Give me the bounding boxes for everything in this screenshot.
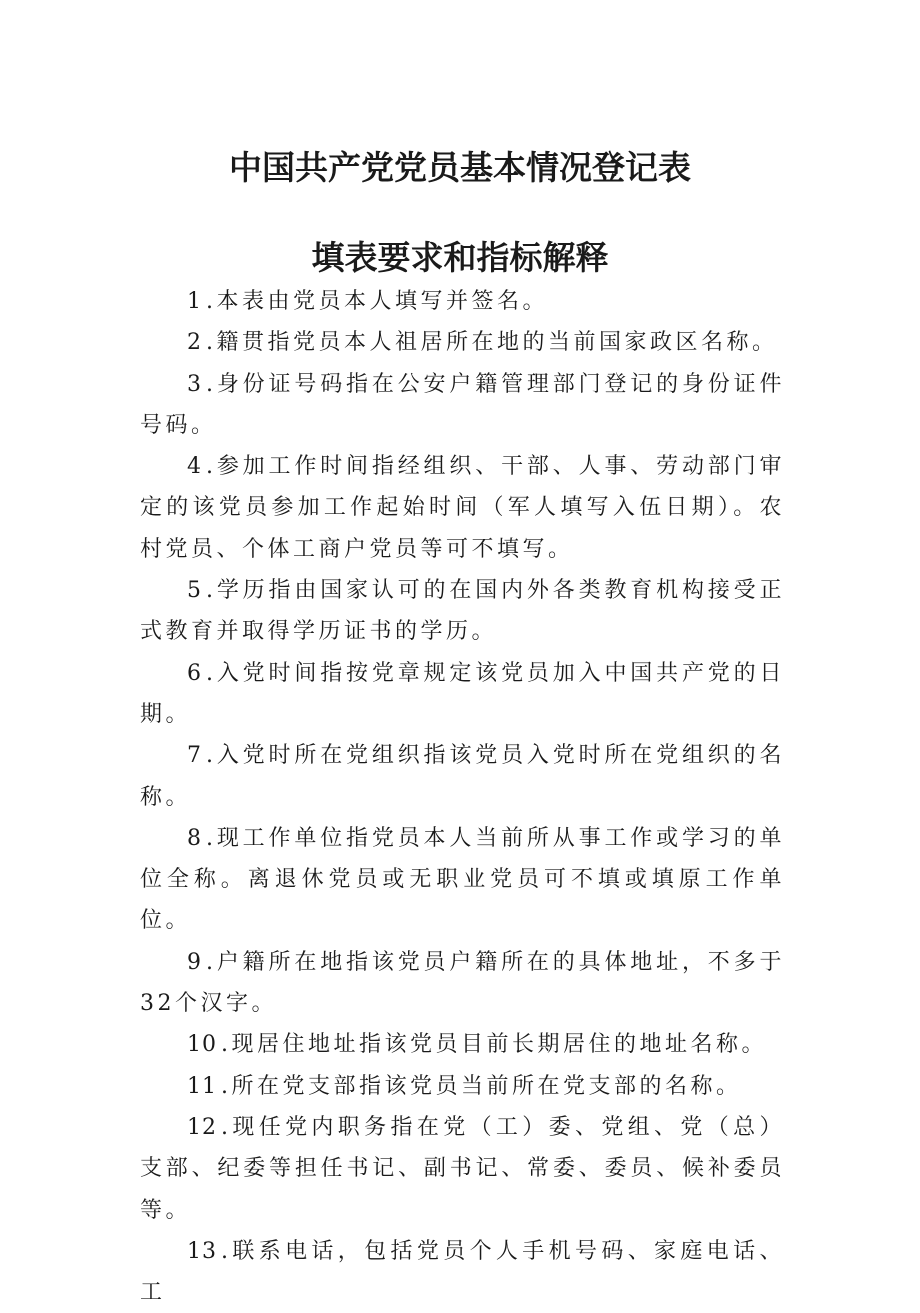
instructions-list [140, 281, 785, 1313]
item-separator: . [221, 1238, 232, 1264]
item-separator: . [206, 825, 217, 851]
item-text: 现居住地址指该党员目前长期居住的地址名称。 [231, 1032, 768, 1058]
list-item [140, 570, 785, 653]
item-number: 9 [187, 949, 202, 975]
item-number: 8 [187, 825, 202, 851]
item-number: 7 [187, 743, 202, 769]
item-text: 联系电话，包括党员个人手机号码、家庭电话、工 [140, 1238, 785, 1306]
document-title: 中国共产党党员基本情况登记表 [229, 148, 691, 187]
list-item [140, 818, 785, 942]
item-separator: . [221, 1114, 232, 1140]
item-separator: . [221, 1073, 232, 1099]
item-text: 现任党内职务指在党（工）委、党组、党（总）支部、纪委等担任书记、副书记、常委、委员、候补委员等。 [140, 1114, 785, 1223]
document-subtitle: 填表要求和指标解释 [311, 238, 609, 277]
item-text: 户籍所在地指该党员户籍所在的具体地址，不多于32个汉字。 [140, 949, 785, 1017]
item-number: 4 [187, 454, 202, 480]
list-item [140, 364, 785, 447]
item-separator: . [221, 1032, 232, 1058]
item-number: 5 [187, 578, 202, 604]
item-text: 现工作单位指党员本人当前所从事工作或学习的单位全称。离退休党员或无职业党员可不填或填原工作单位。 [140, 825, 785, 934]
item-text: 籍贯指党员本人祖居所在地的当前国家政区名称。 [216, 330, 778, 356]
item-text: 学历指由国家认可的在国内外各类教育机构接受正式教育并取得学历证书的学历。 [140, 578, 785, 645]
list-item [140, 653, 785, 736]
item-text: 入党时间指按党章规定该党员加入中国共产党的日期。 [140, 660, 785, 727]
list-item [140, 446, 785, 570]
item-separator: . [206, 578, 217, 604]
item-separator: . [206, 371, 217, 397]
item-number: 11 [187, 1073, 217, 1099]
item-separator: . [206, 454, 217, 480]
list-item [140, 942, 785, 1025]
list-item [140, 735, 785, 818]
item-text: 本表由党员本人填写并签名。 [216, 289, 549, 314]
list-item [140, 281, 785, 322]
item-number: 1 [187, 289, 202, 314]
item-number: 3 [187, 371, 202, 397]
item-number: 12 [187, 1114, 217, 1140]
item-number: 6 [187, 660, 202, 686]
item-separator: . [206, 660, 217, 686]
list-item [140, 1066, 785, 1107]
item-text: 所在党支部指该党员当前所在党支部的名称。 [231, 1073, 742, 1099]
item-separator: . [206, 330, 217, 356]
item-separator: . [206, 743, 217, 769]
list-item [140, 1107, 785, 1231]
item-number: 2 [187, 330, 202, 356]
item-separator: . [206, 289, 217, 314]
item-separator: . [206, 949, 217, 975]
list-item [140, 1024, 785, 1065]
item-text: 参加工作时间指经组织、干部、人事、劳动部门审定的该党员参加工作起始时间（军人填写入伍日期）。农村党员、个体工商户党员等可不填写。 [140, 454, 785, 562]
item-text: 身份证号码指在公安户籍管理部门登记的身份证件号码。 [140, 371, 785, 438]
list-item [140, 322, 785, 363]
item-number: 10 [187, 1032, 217, 1058]
item-text: 入党时所在党组织指该党员入党时所在党组织的名称。 [140, 743, 785, 810]
item-number: 13 [187, 1238, 217, 1264]
